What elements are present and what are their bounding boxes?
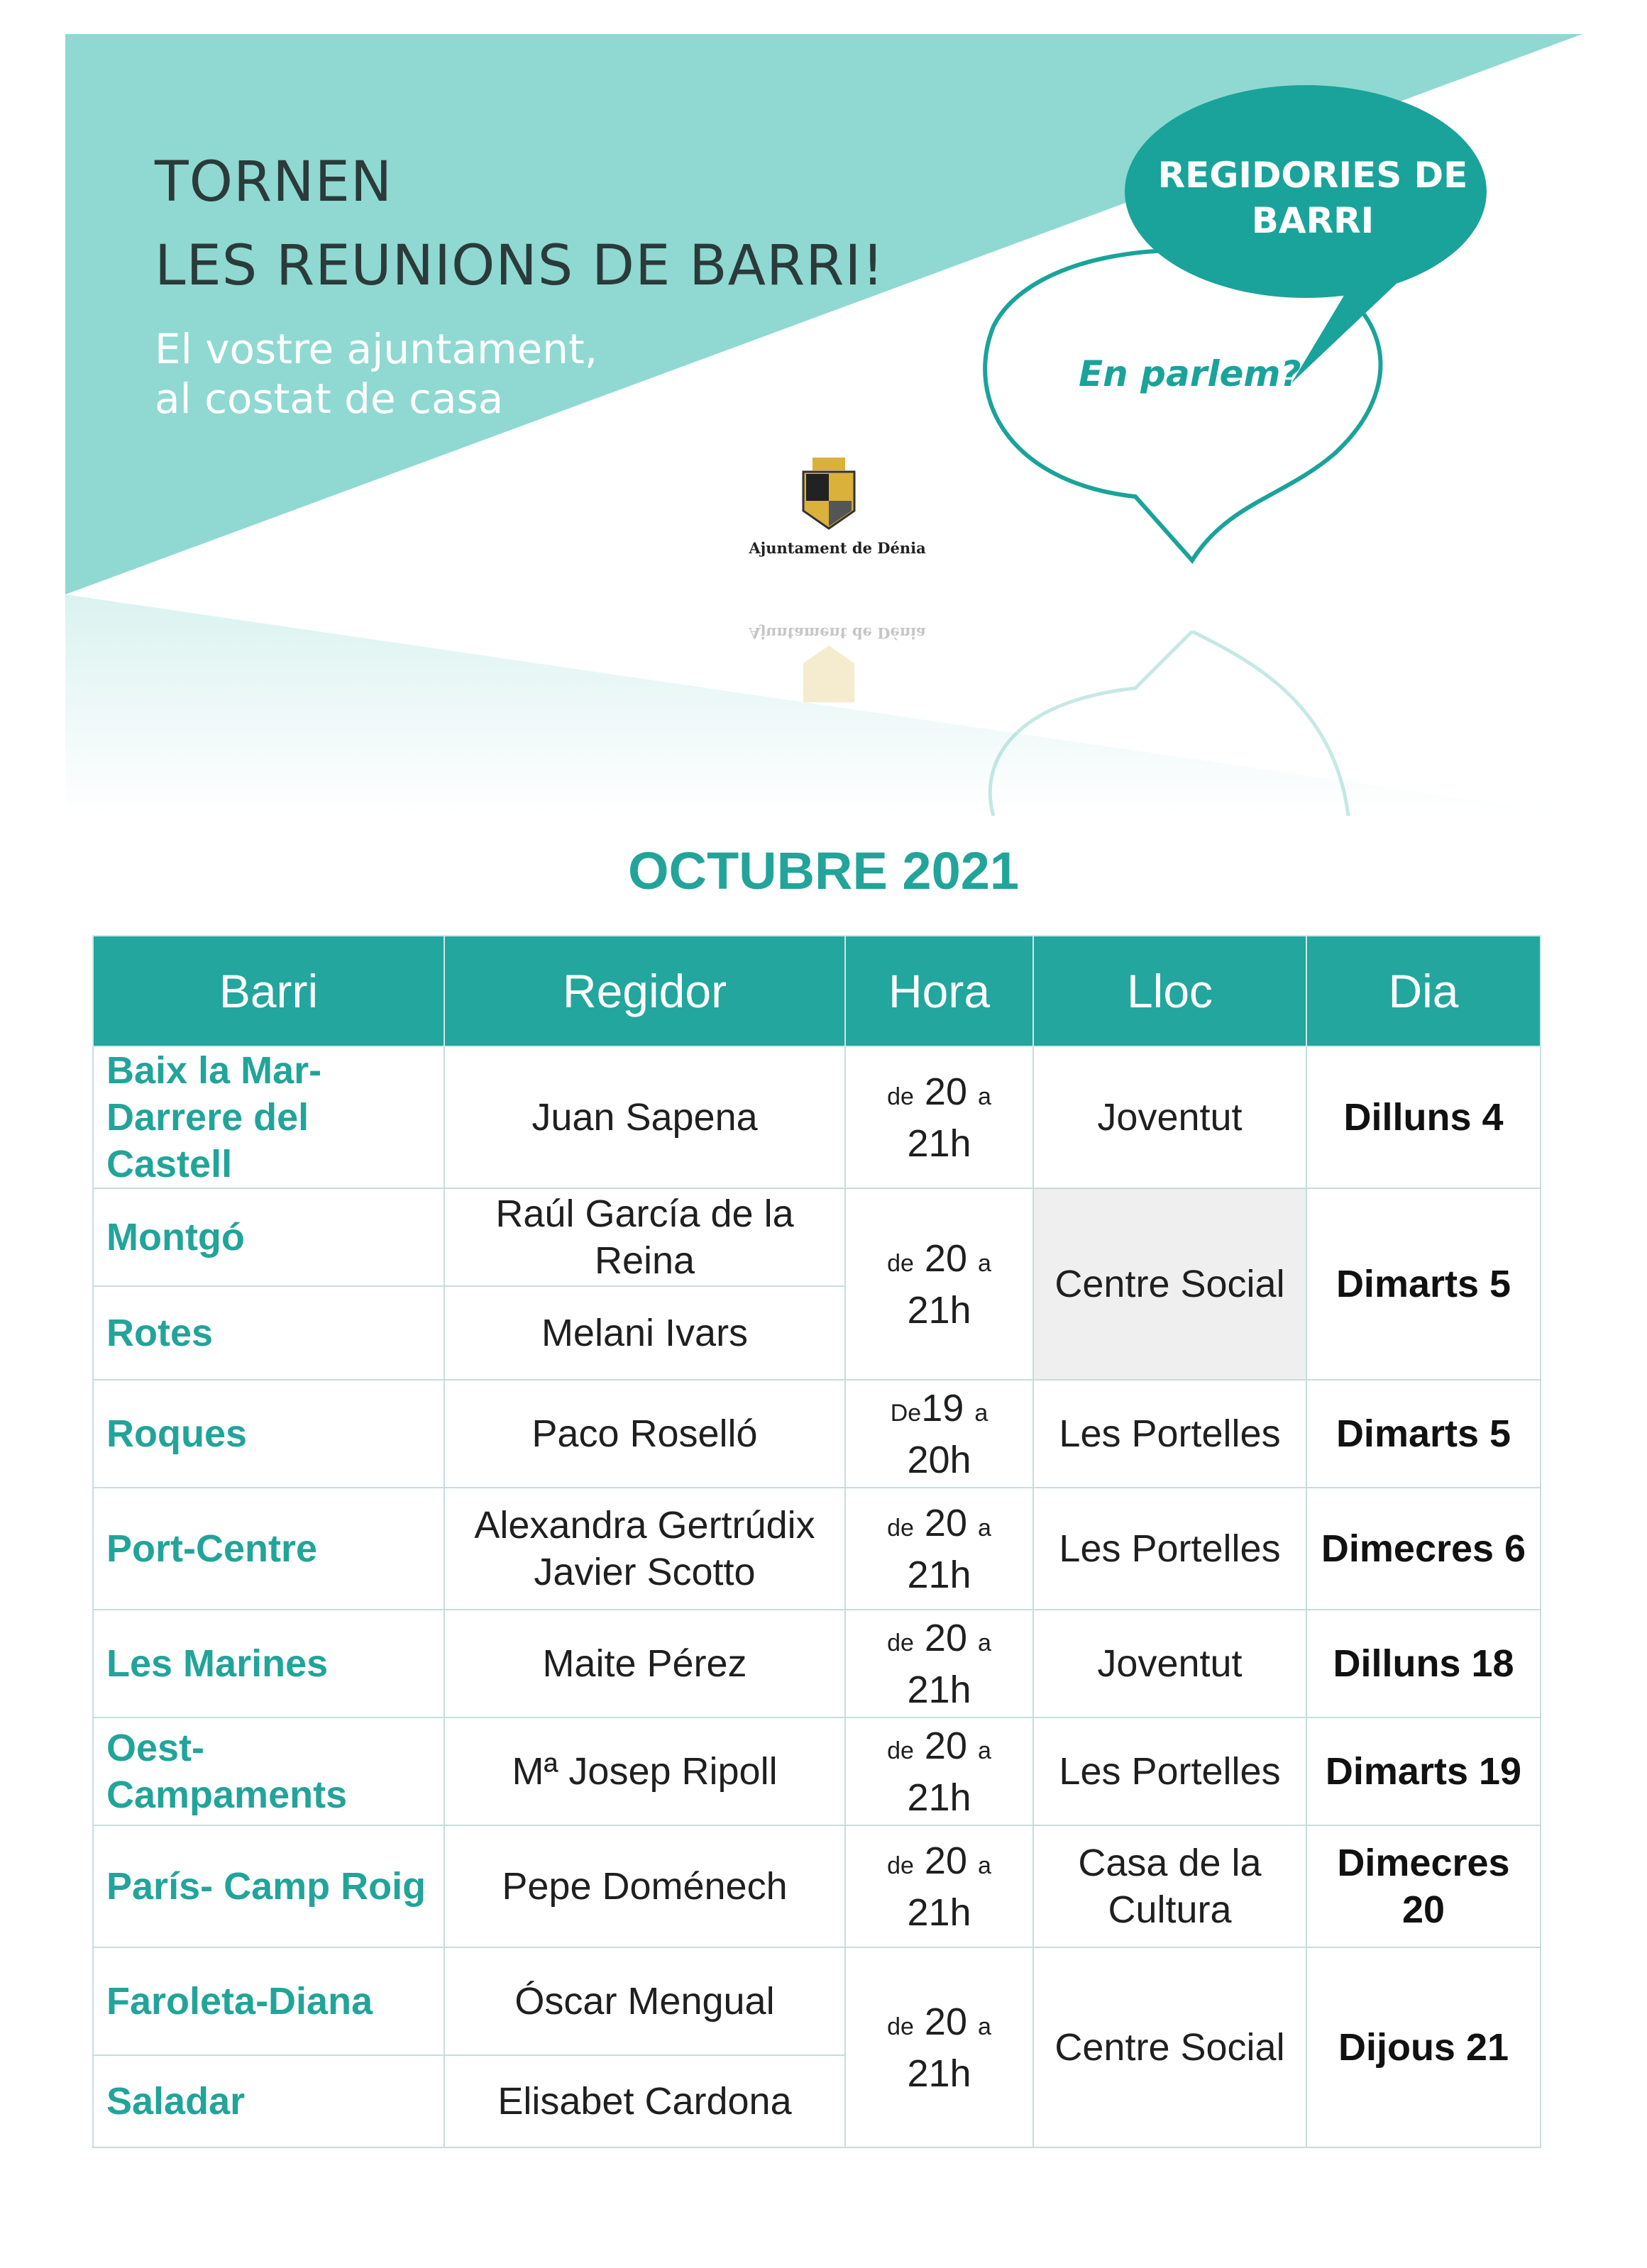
regidor-cell: Raúl García de la Reina <box>444 1188 845 1286</box>
header-regidor: Regidor <box>444 936 845 1046</box>
hora-start: 20 <box>924 1724 967 1767</box>
hora-de: de <box>887 1514 914 1542</box>
regidor-cell: Maite Pérez <box>444 1610 845 1717</box>
regidor-cell: Pepe Doménech <box>444 1825 845 1947</box>
hora-a: a <box>978 1083 991 1110</box>
coat-of-arms-reflection <box>803 646 854 702</box>
table-row <box>93 1380 1541 1488</box>
dia-cell: Dilluns 4 <box>1306 1046 1541 1188</box>
banner-title-line1: TORNEN <box>155 150 393 214</box>
hora-start: 19 <box>921 1386 964 1429</box>
hora-de: De <box>890 1399 922 1427</box>
hora-a: a <box>978 1629 991 1656</box>
barri-cell: Saladar <box>93 2055 444 2147</box>
hora-end: 20h <box>907 1438 971 1481</box>
hora-a: a <box>978 1249 991 1277</box>
hora-de: de <box>887 2013 914 2040</box>
table-row <box>93 1610 1541 1717</box>
header-dia: Dia <box>1306 936 1541 1046</box>
hora-cell <box>845 1046 1033 1188</box>
barri-cell: Les Marines <box>93 1610 444 1717</box>
banner-title-line2: LES REUNIONS DE BARRI! <box>155 234 885 298</box>
schedule-table <box>92 935 1541 2148</box>
barri-cell: Montgó <box>93 1188 444 1286</box>
hora-end: 21h <box>907 2052 971 2095</box>
hora-start: 20 <box>924 1616 967 1659</box>
hora-a: a <box>974 1399 988 1427</box>
hora-end: 21h <box>907 1122 971 1165</box>
hora-de: de <box>887 1852 914 1879</box>
regidor-cell: Juan Sapena <box>444 1046 845 1188</box>
hora-cell <box>845 1825 1033 1947</box>
barri-cell: Faroleta-Diana <box>93 1947 444 2055</box>
hora-end: 21h <box>907 1288 971 1332</box>
table-row <box>93 1717 1541 1825</box>
barri-cell: París- Camp Roig <box>93 1825 444 1947</box>
hora-start: 20 <box>924 2000 967 2043</box>
bubble-title: REGIDORIES DE BARRI <box>1157 155 1468 241</box>
dia-cell: Dimarts 19 <box>1306 1717 1541 1825</box>
dia-cell: Dimecres 6 <box>1306 1488 1541 1610</box>
month-heading: OCTUBRE 2021 <box>627 841 1020 900</box>
hora-de: de <box>887 1249 914 1277</box>
dia-cell: Dimarts 5 <box>1306 1380 1541 1488</box>
hora-a: a <box>978 1514 991 1542</box>
lloc-cell: Les Portelles <box>1033 1717 1306 1825</box>
regidor-cell: Paco Roselló <box>444 1380 845 1488</box>
dia-cell: Dilluns 18 <box>1306 1610 1541 1717</box>
table-row <box>93 1188 1541 1286</box>
regidor-cell: Alexandra Gertrúdix Javier Scotto <box>444 1488 845 1610</box>
lloc-cell: Les Portelles <box>1033 1488 1306 1610</box>
barri-cell: Roques <box>93 1380 444 1488</box>
banner-subtitle-line1: El vostre ajuntament, <box>155 325 598 373</box>
hora-end: 21h <box>907 1553 971 1596</box>
barri-cell: Rotes <box>93 1286 444 1380</box>
hora-end: 21h <box>907 1891 971 1934</box>
hora-de: de <box>887 1083 914 1110</box>
barri-cell: Baix la Mar-Darrere del Castell <box>93 1046 444 1188</box>
banner-subtitle-line2: al costat de casa <box>155 375 504 423</box>
lloc-cell: Joventut <box>1033 1046 1306 1188</box>
header-hora: Hora <box>845 936 1033 1046</box>
lloc-cell: Casa de la Cultura <box>1033 1825 1306 1947</box>
hora-de: de <box>887 1629 914 1656</box>
hora-start: 20 <box>924 1237 967 1280</box>
hora-cell <box>845 1380 1033 1488</box>
hora-cell <box>845 1488 1033 1610</box>
hora-start: 20 <box>924 1070 967 1113</box>
hora-start: 20 <box>924 1839 967 1882</box>
header-barri: Barri <box>93 936 444 1046</box>
logo-caption-reflection: Ajuntament de Dénia <box>749 624 926 642</box>
hora-cell <box>845 1188 1033 1380</box>
hora-cell <box>845 1717 1033 1825</box>
barri-cell: Port-Centre <box>93 1488 444 1610</box>
table-row <box>93 1825 1541 1947</box>
hora-a: a <box>978 1737 991 1764</box>
dia-cell: Dijous 21 <box>1306 1947 1541 2147</box>
table-row <box>93 1947 1541 2055</box>
table-header-row <box>93 936 1541 1046</box>
dia-cell: Dimecres 20 <box>1306 1825 1541 1947</box>
hora-a: a <box>978 1852 991 1879</box>
lloc-cell: Centre Social <box>1033 1188 1306 1380</box>
lloc-cell: Joventut <box>1033 1610 1306 1717</box>
hora-end: 21h <box>907 1776 971 1819</box>
header-lloc: Lloc <box>1033 936 1306 1046</box>
lloc-cell: Les Portelles <box>1033 1380 1306 1488</box>
hora-de: de <box>887 1737 914 1764</box>
hora-end: 21h <box>907 1668 971 1711</box>
regidor-cell: Melani Ivars <box>444 1286 845 1380</box>
regidor-cell: Elisabet Cardona <box>444 2055 845 2147</box>
hora-cell <box>845 1610 1033 1717</box>
regidor-cell: Mª Josep Ripoll <box>444 1717 845 1825</box>
lloc-cell: Centre Social <box>1033 1947 1306 2147</box>
barri-cell: Oest- Campaments <box>93 1717 444 1825</box>
bubble-question: En parlem? <box>1079 353 1301 394</box>
hora-a: a <box>978 2013 991 2040</box>
table-row <box>93 1488 1541 1610</box>
hora-start: 20 <box>924 1501 967 1544</box>
logo-caption: Ajuntament de Dénia <box>749 539 926 557</box>
regidor-cell: Óscar Mengual <box>444 1947 845 2055</box>
hora-cell <box>845 1947 1033 2147</box>
coat-of-arms-icon <box>803 458 854 529</box>
dia-cell: Dimarts 5 <box>1306 1188 1541 1380</box>
table-row <box>93 1046 1541 1188</box>
